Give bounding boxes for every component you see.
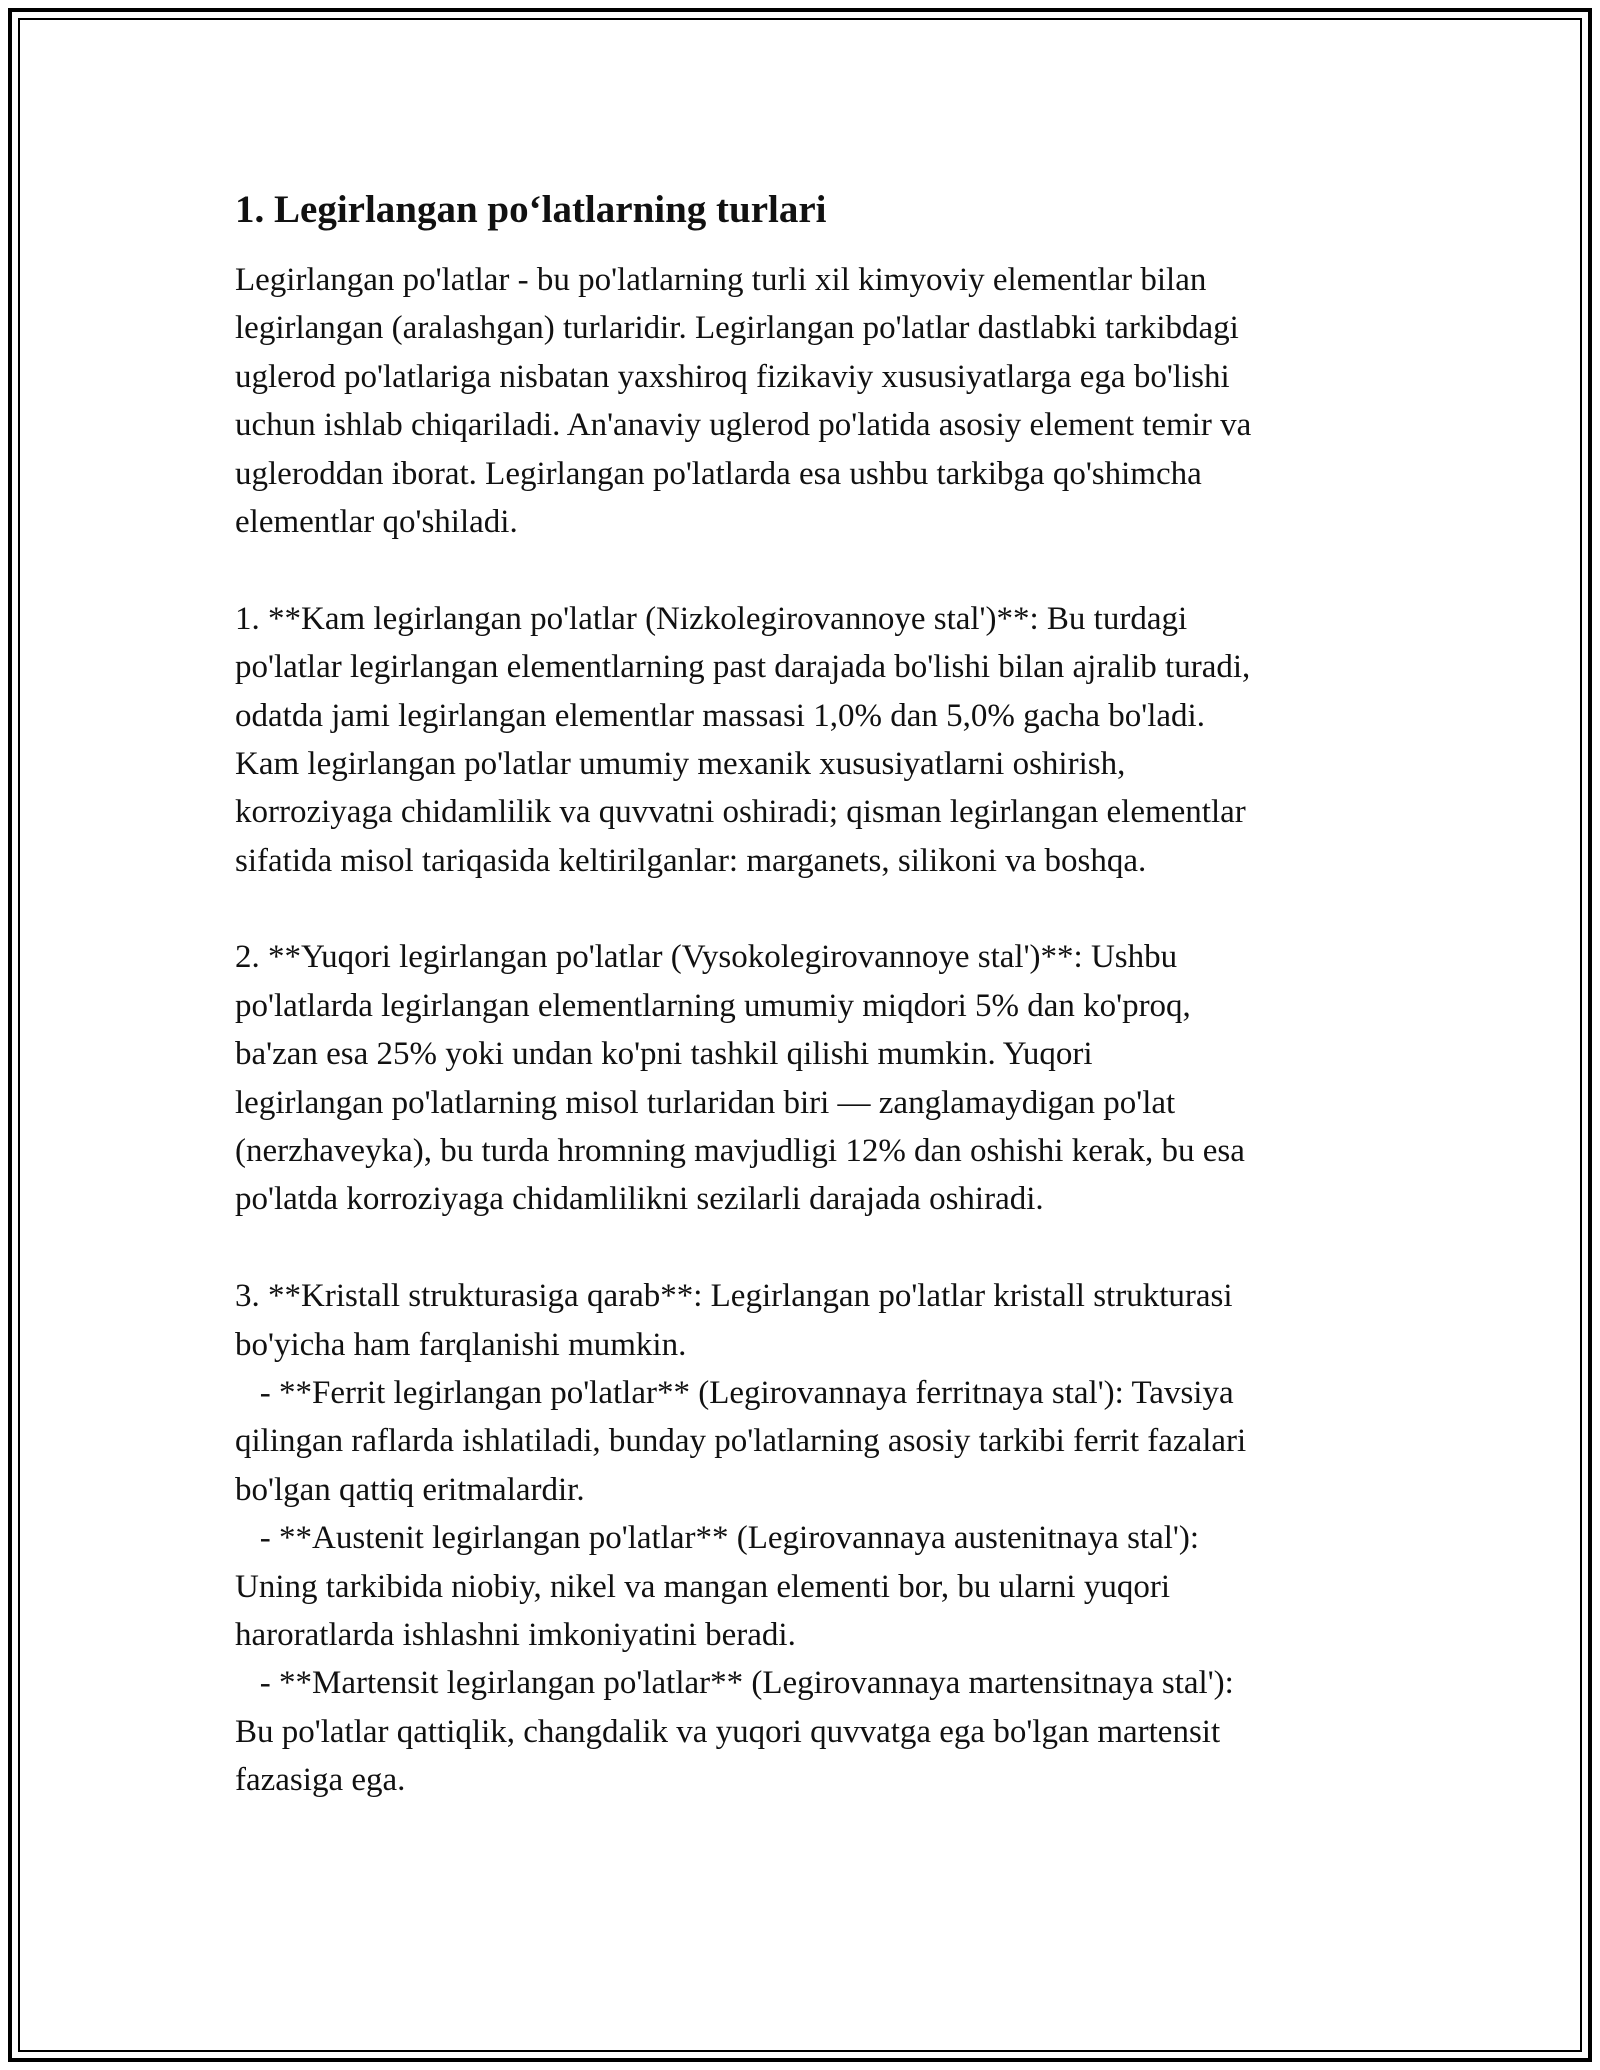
text-line: 2. **Yuqori legirlangan po'latlar (Vysokolegirovannoye stal')**: Ushbu	[235, 939, 1178, 976]
text-line: ugleroddan iborat. Legirlangan po'latlarda esa ushbu tarkibga qo'shimcha	[235, 455, 1202, 492]
text-line: ba'zan esa 25% yoki undan ko'pni tashkil qilishi mumkin. Yuqori	[235, 1036, 1093, 1073]
text-line: legirlangan po'latlarning misol turlaridan biri — zanglamaydigan po'lat	[235, 1084, 1176, 1121]
text-line: po'latda korroziyaga chidamlilikni sezilarli darajada oshiradi.	[235, 1181, 1044, 1218]
text-line: uglerod po'latlariga nisbatan yaxshiroq fizikaviy xususiyatlarga ega bo'lishi	[235, 358, 1230, 395]
text-line: Legirlangan po'latlar - bu po'latlarning turli xil kimyoviy elementlar bilan	[235, 262, 1207, 298]
section-heading: 1. Legirlangan po‘latlarning turlari	[235, 188, 827, 231]
text-line: legirlangan (aralashgan) turlaridir. Legirlangan po'latlar dastlabki tarkibdagi	[235, 310, 1239, 347]
paragraph-list	[235, 256, 1385, 1805]
text-line: po'latlar legirlangan elementlarning past darajada bo'lishi bilan ajralib turadi,	[235, 649, 1251, 686]
text-line: Kam legirlangan po'latlar umumiy mexanik xususiyatlarni oshirish,	[235, 745, 1126, 782]
text-line: (nerzhaveyka), bu turda hromning mavjudligi 12% dan oshishi kerak, bu esa	[235, 1133, 1245, 1170]
text-line: bo'yicha ham farqlanishi mumkin.	[235, 1326, 687, 1363]
text-line: - **Austenit legirlangan po'latlar** (Legirovannaya austenitnaya stal'):	[235, 1520, 1199, 1557]
text-line: po'latlarda legirlangan elementlarning umumiy miqdori 5% dan ko'proq,	[235, 987, 1191, 1024]
paragraph-3	[235, 933, 1385, 1223]
text-line: - **Martensit legirlangan po'latlar** (Legirovannaya martensitnaya stal'):	[235, 1665, 1234, 1702]
text-line: elementlar qo'shiladi.	[235, 503, 518, 540]
text-line: bo'lgan qattiq eritmalardir.	[235, 1471, 585, 1508]
document-body	[235, 186, 1385, 1805]
text-line: sifatida misol tariqasida keltirilganlar: marganets, silikoni va boshqa.	[235, 842, 1147, 879]
text-line: 3. **Kristall strukturasiga qarab**: Legirlangan po'latlar kristall strukturasi	[235, 1278, 1233, 1315]
text-line: Uning tarkibida niobiy, nikel va mangan elementi bor, bu ularni yuqori	[235, 1568, 1170, 1605]
paragraph-2	[235, 595, 1385, 885]
paragraph-gap	[235, 1224, 1385, 1272]
paragraph-gap	[235, 885, 1385, 933]
text-line: Bu po'latlar qattiqlik, changdalik va yuqori quvvatga ega bo'lgan martensit	[235, 1713, 1221, 1750]
text-line: qilingan raflarda ishlatiladi, bunday po'latlarning asosiy tarkibi ferrit fazalari	[235, 1423, 1247, 1460]
paragraph-gap	[235, 546, 1385, 594]
text-line: fazasiga ega.	[235, 1762, 406, 1799]
paragraph-4	[235, 1272, 1385, 1804]
text-line: 1. **Kam legirlangan po'latlar (Nizkolegirovannoye stal')**: Bu turdagi	[235, 600, 1188, 637]
text-line: odatda jami legirlangan elementlar massasi 1,0% dan 5,0% gacha bo'ladi.	[235, 697, 1205, 734]
text-line: haroratlarda ishlashni imkoniyatini beradi.	[235, 1616, 796, 1653]
text-line: uchun ishlab chiqariladi. An'anaviy uglerod po'latida asosiy element temir va	[235, 407, 1252, 444]
text-line: korroziyaga chidamlilik va quvvatni oshiradi; qisman legirlangan elementlar	[235, 794, 1246, 831]
paragraph-1	[235, 256, 1385, 546]
text-line: - **Ferrit legirlangan po'latlar** (Legirovannaya ferritnaya stal'): Tavsiya	[235, 1374, 1234, 1411]
